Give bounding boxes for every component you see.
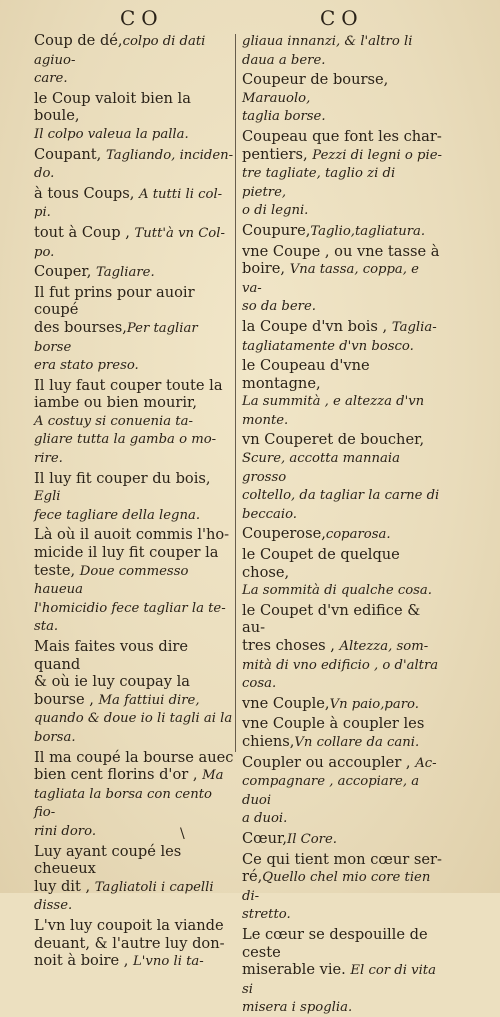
italian-translation: Taglia- tagliatamente d'vn bosco. bbox=[242, 319, 437, 354]
running-header bbox=[0, 6, 500, 32]
dictionary-entry bbox=[34, 224, 234, 261]
dictionary-entry bbox=[34, 526, 234, 636]
french-headword: Couperose, bbox=[242, 525, 326, 543]
italian-translation: Ac- compagnare , accopiare, a duoi a duoi. bbox=[242, 755, 437, 827]
italian-translation: Il colpo valeua la palla. bbox=[34, 126, 189, 142]
dictionary-entry bbox=[34, 843, 234, 915]
italian-translation: Vna tassa, coppa, e va- so da bere. bbox=[242, 262, 419, 315]
right-column bbox=[242, 32, 442, 1017]
french-headword: vne Couple à coupler les chiens, bbox=[242, 715, 425, 750]
french-headword: la Coupe d'vn bois , bbox=[242, 317, 392, 335]
dictionary-entry bbox=[242, 32, 442, 69]
french-headword: vne Couple, bbox=[242, 694, 330, 712]
italian-translation: Quello chel mio core tien di- stretto. bbox=[242, 870, 431, 923]
italian-translation: Marauolo, taglia borse. bbox=[242, 90, 326, 125]
column-divider bbox=[235, 34, 236, 752]
italian-translation: A tutti li col- pi. bbox=[34, 186, 223, 221]
italian-translation: La summità , e altezza d'vn monte. bbox=[242, 394, 425, 428]
dictionary-entry bbox=[242, 926, 442, 1017]
dictionary-entry bbox=[242, 431, 442, 523]
italian-translation: Ma tagliata la borsa con cento fio- rini doro. bbox=[34, 768, 224, 839]
french-headword: Le cœur se despouille de ceste miserable vie. bbox=[242, 925, 428, 979]
dictionary-entry bbox=[242, 754, 442, 828]
dictionary-entry bbox=[34, 185, 234, 222]
french-headword: Coupant, bbox=[34, 145, 106, 163]
dictionary-entry bbox=[34, 470, 234, 525]
french-headword: Cœur, bbox=[242, 829, 288, 847]
italian-translation: Tutt'à vn Col- po. bbox=[34, 225, 225, 260]
italian-translation: Il Core. bbox=[287, 831, 337, 847]
italian-translation: coparosa. bbox=[325, 527, 391, 543]
italian-translation: gliaua innanzi, & l'altro li daua a bere. bbox=[242, 34, 413, 68]
italian-translation: La sommità di qualche cosa. bbox=[242, 583, 432, 599]
french-headword: L'vn luy coupoit la viande deuant, & l'autre luy don- noit à boire , bbox=[34, 916, 225, 970]
french-headword: le Coupet d'vn edifice & au- tres choses , bbox=[242, 601, 421, 654]
italian-translation: A costuy si conuenia ta- gliare tutta la gamba o mo- rire. bbox=[34, 413, 217, 467]
italian-translation: Scure, accotta mannaia grosso coltello, da tagliar la carne di beccaio. bbox=[242, 451, 440, 522]
dictionary-entry bbox=[34, 749, 234, 841]
italian-translation: Altezza, som- mità di vno edificio , o d'altra cosa. bbox=[242, 639, 439, 692]
italian-translation: Pezzi di legni o pie- tre tagliate, taglio zi di pietre, o di legni. bbox=[242, 147, 442, 219]
dictionary-entry bbox=[242, 715, 442, 751]
header-right: CO bbox=[320, 6, 364, 30]
italian-translation: Tagliare. bbox=[95, 265, 155, 281]
french-headword: Mais faites vous dire quand & où ie luy coupay la bourse , bbox=[34, 638, 190, 708]
french-headword: le Coup valoit bien la boule, bbox=[34, 89, 191, 125]
french-headword: le Coupeau d'vne montagne, bbox=[242, 357, 370, 392]
french-headword: Luy ayant coupé les cheueux luy dit , bbox=[34, 842, 182, 895]
french-headword: Il ma coupé la bourse auec bien cent florins d'or , bbox=[34, 748, 234, 784]
dictionary-entry bbox=[242, 71, 442, 126]
dictionary-entry bbox=[242, 851, 442, 924]
italian-translation: Ma fattiui dire, quando & doue io li tagli ai la borsa. bbox=[34, 692, 233, 745]
french-headword: Coupure, bbox=[242, 221, 311, 239]
dictionary-entry bbox=[34, 917, 234, 971]
dictionary-entry bbox=[34, 638, 234, 747]
french-headword: tout à Coup , bbox=[34, 223, 135, 241]
header-left: CO bbox=[120, 6, 164, 30]
dictionary-entry bbox=[242, 546, 442, 600]
french-headword: le Coupet de quelque chose, bbox=[242, 546, 400, 581]
italian-translation: L'vno li ta- bbox=[133, 954, 204, 970]
dictionary-entry bbox=[242, 318, 442, 355]
dictionary-entry bbox=[34, 90, 234, 144]
dictionary-entry bbox=[242, 525, 442, 544]
dictionary-entry bbox=[34, 32, 234, 88]
dictionary-entry bbox=[34, 146, 234, 183]
dictionary-entry bbox=[34, 284, 234, 375]
dictionary-entry bbox=[242, 128, 442, 220]
dictionary-entry bbox=[242, 830, 442, 849]
italian-translation: Vn collare da cani. bbox=[294, 734, 420, 750]
italian-translation: Doue commesso haueua l'homicidio fece tagliar la te- sta. bbox=[34, 563, 226, 635]
italian-translation: Taglio,tagliatura. bbox=[310, 223, 426, 239]
dictionary-entry bbox=[34, 377, 234, 468]
french-headword: vn Couperet de boucher, bbox=[242, 431, 425, 449]
dictionary-entry bbox=[242, 695, 442, 714]
dictionary-entry bbox=[34, 263, 234, 282]
italian-translation: Per tagliar borse era stato preso. bbox=[34, 320, 198, 374]
dictionary-entry bbox=[242, 357, 442, 429]
french-headword: Ce qui tient mon cœur ser- ré, bbox=[242, 850, 442, 886]
french-headword: Coupeau que font les char- pentiers, bbox=[242, 127, 442, 163]
italian-translation: Vn paio,paro. bbox=[329, 696, 419, 712]
dictionary-entry bbox=[242, 602, 442, 693]
french-headword: à tous Coups, bbox=[34, 184, 139, 202]
french-headword: Coupeur de bourse, bbox=[242, 71, 393, 89]
french-headword: Coup de dé, bbox=[34, 32, 123, 49]
footer-mark: \ bbox=[180, 826, 185, 842]
french-headword: Là où il auoit commis l'ho- micide il luy fit couper la teste, bbox=[34, 526, 230, 579]
italian-translation: colpo di dati agiuo- care. bbox=[34, 34, 206, 87]
italian-translation: El cor di vita si misera i spoglia. bbox=[242, 963, 436, 1016]
dictionary-entry bbox=[242, 243, 442, 316]
italian-translation: Tagliatoli i capelli disse. bbox=[34, 879, 214, 914]
french-headword: Il luy fit couper du bois, bbox=[34, 469, 216, 487]
italian-translation: Egli fece tagliare della legna. bbox=[34, 489, 201, 523]
italian-translation: Tagliando, inciden- do. bbox=[34, 147, 234, 182]
french-headword: vne Coupe , ou vne tasse à boire, bbox=[242, 242, 440, 278]
left-column bbox=[34, 32, 234, 971]
french-headword: Il luy faut couper toute la iambe ou bien mourir, bbox=[34, 376, 223, 412]
dictionary-entry bbox=[242, 222, 442, 241]
french-headword: Coupler ou accoupler , bbox=[242, 753, 416, 771]
french-headword: Couper, bbox=[34, 263, 96, 281]
french-headword: Il fut prins pour auoir coupé des bourses, bbox=[34, 283, 195, 336]
